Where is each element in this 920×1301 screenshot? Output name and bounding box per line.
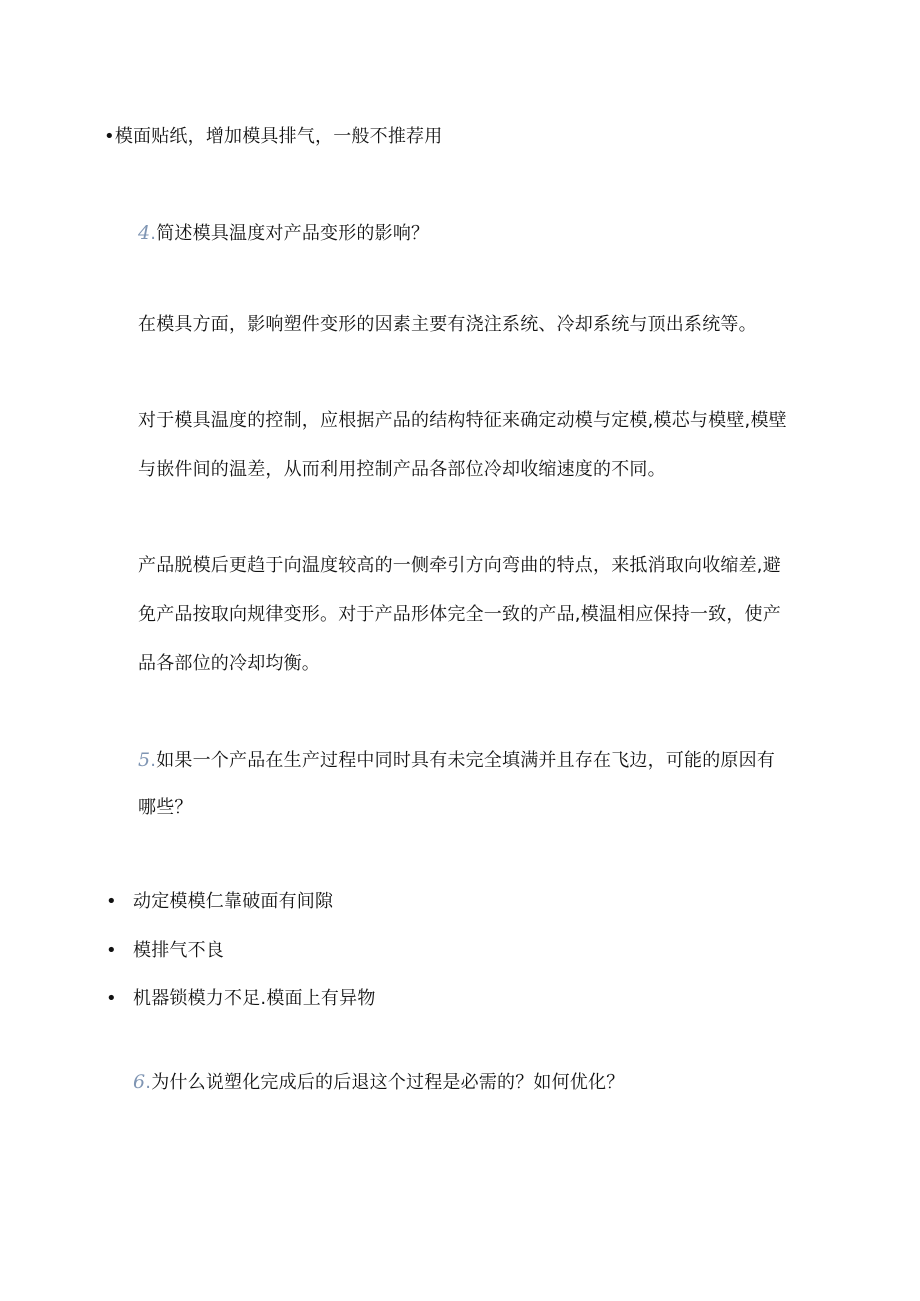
question-5-line-1	[138, 748, 775, 773]
list-item: 机器锁模力不足.模面上有异物	[133, 988, 376, 1009]
question-5-line-2: 哪些？	[138, 797, 193, 818]
top-bullet-item	[104, 125, 442, 149]
question-dot: .	[150, 750, 157, 771]
question-6	[133, 1070, 624, 1095]
bullet-mark: •	[104, 126, 115, 147]
paragraph-2-line-2: 与嵌件间的温差，从而利用控制产品各部位冷却收缩速度的不同。	[138, 459, 666, 480]
list-item: 动定模模仁靠破面有间隙	[133, 891, 334, 912]
question-dot: .	[145, 1072, 152, 1093]
paragraph-3-line-1: 产品脱模后更趋于向温度较高的一侧牵引方向弯曲的特点，来抵消取向收缩差,避	[138, 555, 781, 576]
paragraph-1-line-1: 在模具方面，影响塑件变形的因素主要有浇注系统、冷却系统与顶出系统等。	[138, 314, 757, 335]
paragraph-3-line-3: 品各部位的冷却均衡。	[138, 653, 320, 674]
paragraph-3-line-2: 免产品按取向规律变形。对于产品形体完全一致的产品,模温相应保持一致，使产	[138, 604, 781, 625]
question-4	[138, 221, 429, 246]
top-item-text: 模面贴纸，增加模具排气，一般不推荐用	[114, 126, 443, 147]
question-number: 6	[133, 1071, 146, 1093]
question-text: 为什么说塑化完成后的后退这个过程是必需的？如何优化？	[151, 1072, 625, 1093]
list-bullet: •	[106, 988, 117, 1009]
question-number: 4	[138, 222, 151, 244]
list-bullet: •	[106, 940, 117, 961]
question-number: 5	[138, 749, 151, 771]
list-item: 模排气不良	[133, 940, 224, 961]
question-text: 如果一个产品在生产过程中同时具有未完全填满并且存在飞边，可能的原因有	[156, 750, 776, 771]
question-dot: .	[150, 223, 157, 244]
list-bullet: •	[106, 891, 117, 912]
paragraph-2-line-1: 对于模具温度的控制，应根据产品的结构特征来确定动模与定模,模芯与模壁,模壁	[138, 410, 787, 431]
question-text: 简述模具温度对产品变形的影响？	[156, 223, 430, 244]
